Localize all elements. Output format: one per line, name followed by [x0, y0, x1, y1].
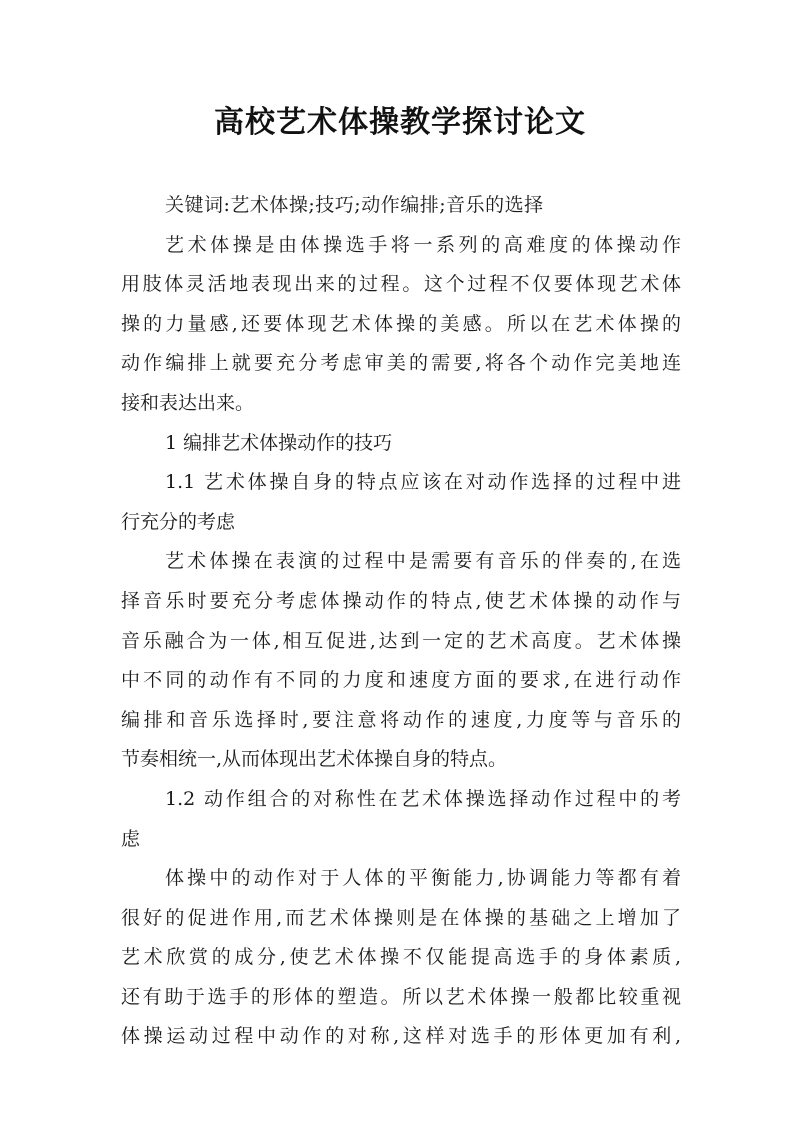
paragraph-line: 体操运动过程中动作的对称,这样对选手的形体更加有利,	[121, 1025, 681, 1048]
paragraph-line: 很好的促进作用,而艺术体操则是在体操的基础之上增加了	[121, 906, 681, 929]
paragraph-line: 节奏相统一,从而体现出艺术体操自身的特点。	[121, 748, 508, 771]
paragraph-line: 音乐融合为一体,相互促进,达到一定的艺术高度。艺术体操	[121, 629, 681, 652]
paragraph-line: 动作编排上就要充分考虑审美的需要,将各个动作完美地连	[121, 352, 681, 375]
subsection-heading-cont: 虑	[121, 827, 141, 850]
paragraph-line: 艺术体操在表演的过程中是需要有音乐的伴奏的,在选	[165, 550, 681, 573]
document-body	[121, 186, 681, 1057]
paragraph-line: 还有助于选手的形体的塑造。所以艺术体操一般都比较重视	[121, 985, 681, 1008]
paragraph-line: 编排和音乐选择时,要注意将动作的速度,力度等与音乐的	[121, 708, 681, 731]
subsection-heading-cont: 行充分的考虑	[121, 510, 236, 533]
subsection-heading: 1.2 动作组合的对称性在艺术体操选择动作过程中的考	[165, 787, 681, 810]
paragraph-line: 用肢体灵活地表现出来的过程。这个过程不仅要体现艺术体	[121, 273, 681, 296]
page-title: 高校艺术体操教学探讨论文	[214, 105, 586, 140]
paragraph-line: 体操中的动作对于人体的平衡能力,协调能力等都有着	[165, 867, 681, 890]
paragraph-line: 艺术欣赏的成分,使艺术体操不仅能提高选手的身体素质,	[121, 946, 681, 969]
subsection-heading: 1.1 艺术体操自身的特点应该在对动作选择的过程中进	[165, 471, 681, 494]
paragraph-line: 中不同的动作有不同的力度和速度方面的要求,在进行动作	[121, 669, 681, 692]
keywords-line: 关键词:艺术体操;技巧;动作编排;音乐的选择	[165, 194, 544, 216]
section-heading: 1 编排艺术体操动作的技巧	[165, 431, 393, 454]
paragraph-line: 接和表达出来。	[121, 391, 255, 414]
paragraph-line: 择音乐时要充分考虑体操动作的特点,使艺术体操的动作与	[121, 589, 681, 612]
paragraph-line: 操的力量感,还要体现艺术体操的美感。所以在艺术体操的	[121, 312, 681, 335]
paragraph-line: 艺术体操是由体操选手将一系列的高难度的体操动作	[165, 233, 681, 256]
